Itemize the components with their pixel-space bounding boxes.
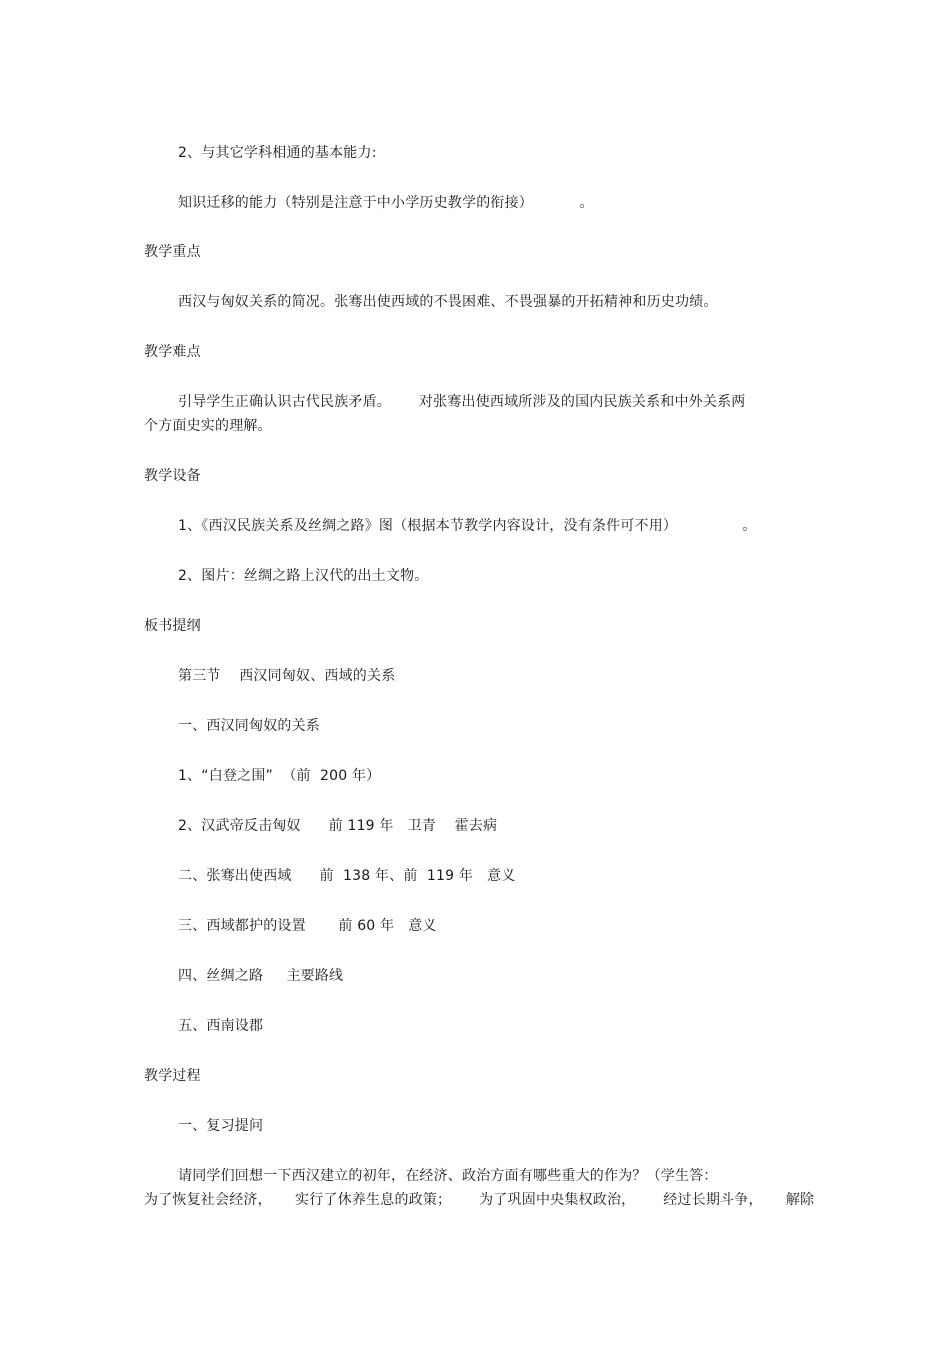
process-step-1: 一、复习提问 [178, 1118, 264, 1134]
outline-item-1-1: 1、“白登之围” （前 200 年） [178, 768, 381, 784]
heading-difficulties: 教学难点 [144, 344, 201, 360]
key-points-text: 西汉与匈奴关系的简况。张骞出使西域的不畏困难、不畏强暴的开拓精神和历史功绩。 [178, 294, 718, 310]
outline-item-3: 三、西域都护的设置 前 60 年 意义 [178, 918, 437, 934]
outline-item-5: 五、西南设郡 [178, 1018, 264, 1034]
knowledge-transfer-text: 知识迁移的能力（特别是注意于中小学历史教学的衔接） 。 [178, 195, 594, 211]
heading-teaching-process: 教学过程 [144, 1068, 201, 1084]
equipment-item-2: 2、图片：丝绸之路上汉代的出土文物。 [178, 568, 429, 584]
outline-item-1: 一、西汉同匈奴的关系 [178, 718, 320, 734]
ability-item-2: 2、与其它学科相通的基本能力: [178, 145, 377, 161]
heading-key-points: 教学重点 [144, 244, 201, 260]
review-answer-text: 为了恢复社会经济， 实行了休养生息的政策； 为了巩固中央集权政治， 经过长期斗争， 解除 [144, 1192, 815, 1208]
difficulties-text-cont: 个方面史实的理解。 [144, 418, 272, 434]
outline-section-title: 第三节 西汉同匈奴、西域的关系 [178, 668, 396, 684]
heading-board-outline: 板书提纲 [144, 618, 201, 634]
outline-item-1-2: 2、汉武帝反击匈奴 前 119 年 卫青 霍去病 [178, 818, 498, 834]
outline-item-4: 四、丝绸之路 主要路线 [178, 968, 344, 984]
outline-item-2: 二、张骞出使西域 前 138 年、前 119 年 意义 [178, 868, 516, 884]
equipment-item-1: 1、《西汉民族关系及丝绸之路》图（根据本节教学内容设计，没有条件可不用） 。 [178, 518, 757, 534]
heading-equipment: 教学设备 [144, 468, 201, 484]
review-question-text: 请同学们回想一下西汉建立的初年，在经济、政治方面有哪些重大的作为？（学生答： [178, 1168, 718, 1184]
difficulties-text: 引导学生正确认识古代民族矛盾。 对张骞出使西域所涉及的国内民族关系和中外关系两 [178, 394, 746, 410]
